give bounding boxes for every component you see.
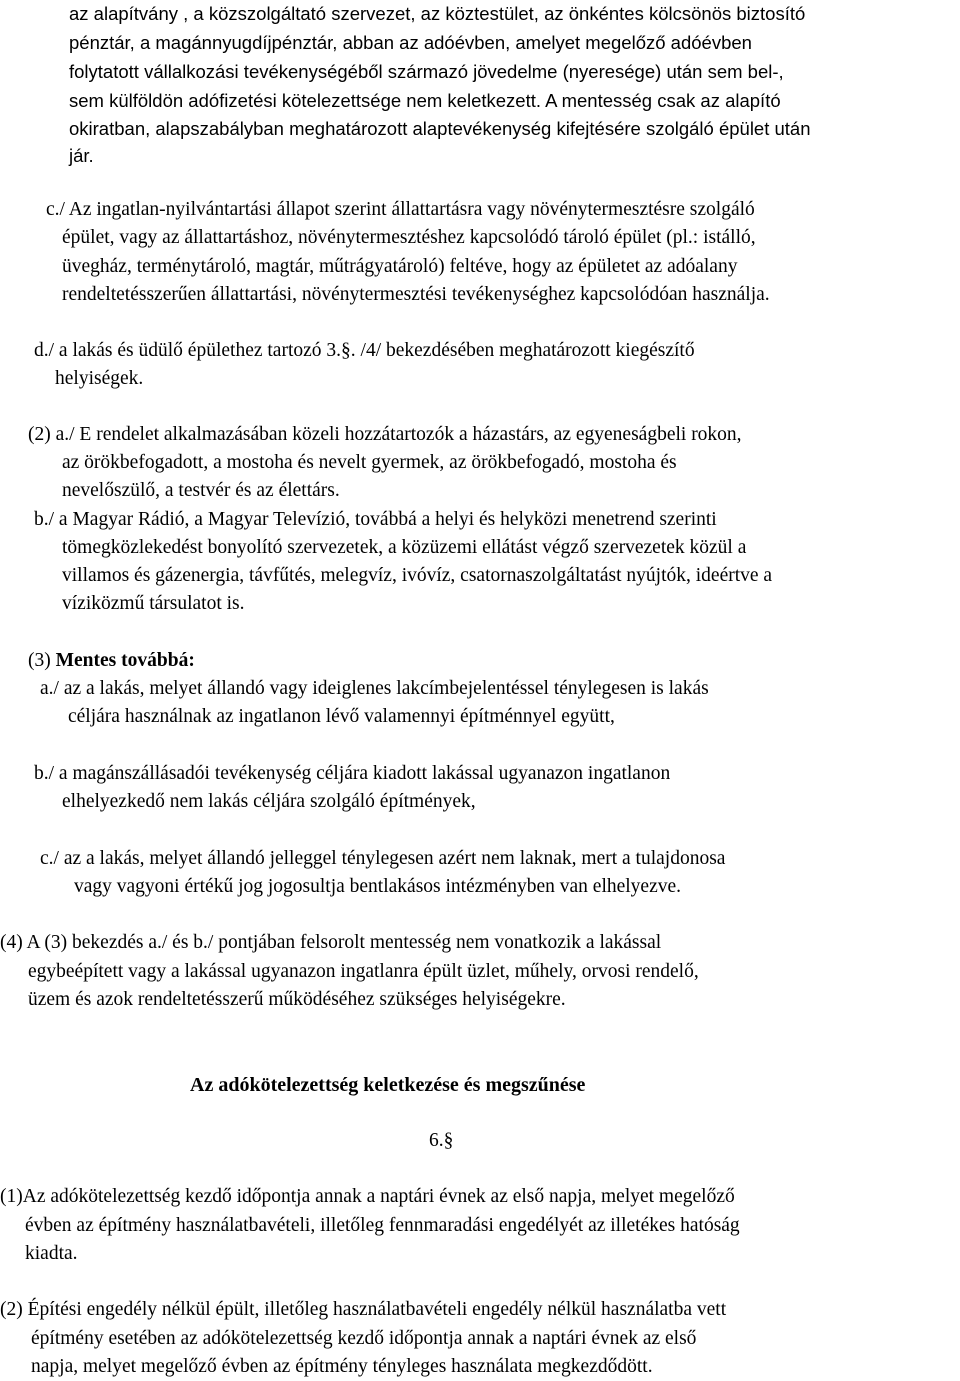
section-3c-line-2: vagy vagyoni értékű jog jogosultja bentlakásos intézményben van elhelyezve. [74, 876, 682, 897]
section-6-2-line-2: építmény esetében az adókötelezettség kezdő időpontja annak a naptári évnek az első [31, 1328, 697, 1349]
block-c-line-4: rendeltetésszerűen állattartási, növénytermesztési tevékenységhez kapcsolódóan használja. [62, 284, 770, 305]
section-4-line-1: (4) A (3) bekezdés a./ és b./ pontjában felsorolt mentesség nem vonatkozik a lakással [0, 932, 662, 953]
paragraph-number: 6.§ [429, 1130, 454, 1151]
block-a-line-5: okiratban, alapszabályban meghatározott alaptevékenység kifejtésére szolgáló épület után [69, 118, 811, 139]
section-6-2-line-1: (2) Építési engedély nélkül épült, illetőleg használatbavételi engedély nélkül használatba vett [0, 1299, 727, 1320]
block-a-line-4: sem külföldön adófizetési kötelezettsége nem keletkezett. A mentesség csak az alapító [69, 90, 781, 111]
section-2a-line-2: az örökbefogadott, a mostoha és nevelt gyermek, az örökbefogadó, mostoha és [62, 452, 677, 473]
section-2b-line-1: b./ a Magyar Rádió, a Magyar Televízió, továbbá a helyi és helyközi menetrend szerinti [34, 509, 717, 530]
section-6-2-line-3: napja, melyet megelőző évben az építmény tényleges használata megkezdődött. [31, 1356, 653, 1377]
section-3b-line-2: elhelyezkedő nem lakás céljára szolgáló építmények, [62, 791, 476, 812]
section-6-1-line-3: kiadta. [25, 1243, 78, 1264]
block-c-line-2: épület, vagy az állattartáshoz, növénytermesztéshez kapcsolódó tároló épület (pl.: istálló, [62, 227, 756, 248]
block-a-line-2: pénztár, a magánnyugdíjpénztár, abban az adóévben, amelyet megelőző adóévben [69, 32, 752, 53]
section-3-prefix: (3) [28, 650, 56, 671]
chapter-title: Az adókötelezettség keletkezése és megszűnése [190, 1074, 586, 1096]
section-3a-line-2: céljára használnak az ingatlanon lévő valamennyi építménnyel együtt, [68, 706, 615, 727]
section-6-1-line-1: (1)Az adókötelezettség kezdő időpontja annak a naptári évnek az első napja, melyet megelőző [0, 1186, 735, 1207]
section-4-line-3: üzem és azok rendeltetésszerű működéséhez szükséges helyiségekre. [28, 989, 566, 1010]
section-3-heading-line [28, 647, 195, 675]
section-2a-line-3: nevelőszülő, a testvér és az élettárs. [62, 480, 340, 501]
section-3c-line-1: c./ az a lakás, melyet állandó jelleggel ténylegesen azért nem laknak, mert a tulajdonosa [40, 848, 726, 869]
block-c-line-1: c./ Az ingatlan-nyilvántartási állapot szerint állattartásra vagy növénytermesztésre szolgáló [46, 199, 755, 220]
section-6-1-line-2: évben az építmény használatbavételi, illetőleg fennmaradási engedélyét az illetékes hatóság [25, 1215, 740, 1236]
section-3a-line-1: a./ az a lakás, melyet állandó vagy ideiglenes lakcímbejelentéssel ténylegesen is lakás [40, 678, 709, 699]
block-d-line-1: d./ a lakás és üdülő épülethez tartozó 3.§. /4/ bekezdésében meghatározott kiegészítő [34, 340, 695, 361]
section-2b-line-3: villamos és gázenergia, távfűtés, melegvíz, ivóvíz, csatornaszolgáltatást nyújtók, ideértve a [62, 565, 773, 586]
section-2a-line-1: (2) a./ E rendelet alkalmazásában közeli hozzátartozók a házastárs, az egyeneságbeli rokon, [28, 424, 742, 445]
section-3-heading: Mentes továbbá: [55, 650, 195, 671]
block-a-line-3: folytatott vállalkozási tevékenységéből származó jövedelme (nyeresége) után sem bel-, [69, 61, 784, 82]
section-2b-line-2: tömegközlekedést bonyolító szervezetek, a közüzemi ellátást végző szervezetek közül a [62, 537, 747, 558]
section-2b-line-4: víziközmű társulatot is. [62, 593, 245, 614]
section-4-line-2: egybeépített vagy a lakással ugyanazon ingatlanra épült üzlet, műhely, orvosi rendelő, [28, 961, 699, 982]
block-a-line-6: jár. [69, 145, 94, 166]
block-a-line-1: az alapítvány , a közszolgáltató szervezet, az köztestület, az önkéntes kölcsönös biztosító [69, 3, 806, 24]
section-3b-line-1: b./ a magánszállásadói tevékenység céljára kiadott lakással ugyanazon ingatlanon [34, 763, 671, 784]
block-c-line-3: üvegház, terménytároló, magtár, műtrágyatároló) feltéve, hogy az épületet az adóalany [62, 256, 738, 277]
block-d-line-2: helyiségek. [55, 368, 144, 389]
